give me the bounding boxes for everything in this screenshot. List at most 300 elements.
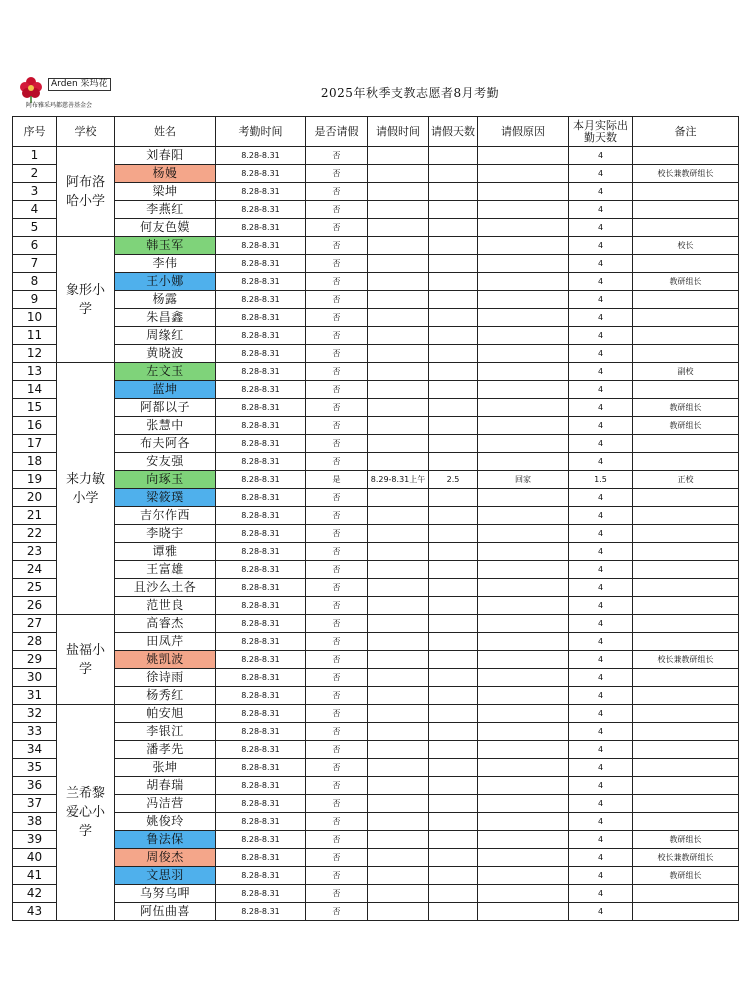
leave-reason	[478, 885, 569, 903]
leave-time	[368, 561, 429, 579]
actual-days: 4	[569, 867, 633, 885]
remark	[633, 147, 739, 165]
leave-reason	[478, 417, 569, 435]
leave-days	[429, 165, 478, 183]
teacher-name: 杨秀红	[115, 687, 216, 705]
remark: 校长	[633, 237, 739, 255]
leave-reason	[478, 507, 569, 525]
leave-days	[429, 183, 478, 201]
attendance-period: 8.28-8.31	[216, 219, 306, 237]
leave-days	[429, 867, 478, 885]
remark: 副校	[633, 363, 739, 381]
remark	[633, 219, 739, 237]
teacher-name: 杨露	[115, 291, 216, 309]
leave-days	[429, 237, 478, 255]
remark	[633, 489, 739, 507]
row-seq: 32	[13, 705, 57, 723]
row-seq: 1	[13, 147, 57, 165]
actual-days: 4	[569, 291, 633, 309]
teacher-name: 李晓宇	[115, 525, 216, 543]
leave-days	[429, 597, 478, 615]
attendance-period: 8.28-8.31	[216, 345, 306, 363]
attendance-period: 8.28-8.31	[216, 417, 306, 435]
leave-days	[429, 633, 478, 651]
row-seq: 43	[13, 903, 57, 921]
remark	[633, 381, 739, 399]
leave-flag: 否	[306, 453, 368, 471]
leave-reason	[478, 903, 569, 921]
leave-time	[368, 903, 429, 921]
teacher-name: 高睿杰	[115, 615, 216, 633]
teacher-name: 姚凯波	[115, 651, 216, 669]
leave-reason	[478, 849, 569, 867]
leave-flag: 否	[306, 705, 368, 723]
leave-flag: 否	[306, 363, 368, 381]
row-seq: 20	[13, 489, 57, 507]
remark	[633, 525, 739, 543]
attendance-period: 8.28-8.31	[216, 543, 306, 561]
leave-flag: 否	[306, 687, 368, 705]
table-row	[13, 831, 739, 849]
row-seq: 19	[13, 471, 57, 489]
leave-time	[368, 849, 429, 867]
leave-flag: 否	[306, 759, 368, 777]
leave-time	[368, 759, 429, 777]
attendance-period: 8.28-8.31	[216, 489, 306, 507]
attendance-period: 8.28-8.31	[216, 147, 306, 165]
actual-days: 4	[569, 417, 633, 435]
attendance-period: 8.28-8.31	[216, 471, 306, 489]
remark	[633, 291, 739, 309]
attendance-period: 8.28-8.31	[216, 291, 306, 309]
leave-days: 2.5	[429, 471, 478, 489]
row-seq: 38	[13, 813, 57, 831]
teacher-name: 王小娜	[115, 273, 216, 291]
teacher-name: 张坤	[115, 759, 216, 777]
teacher-name: 何友色嫫	[115, 219, 216, 237]
leave-days	[429, 345, 478, 363]
leave-days	[429, 399, 478, 417]
leave-flag: 否	[306, 147, 368, 165]
leave-flag: 否	[306, 489, 368, 507]
table-row	[13, 759, 739, 777]
actual-days: 4	[569, 525, 633, 543]
actual-days: 4	[569, 237, 633, 255]
leave-time	[368, 309, 429, 327]
leave-flag: 否	[306, 561, 368, 579]
leave-flag: 否	[306, 543, 368, 561]
leave-reason	[478, 291, 569, 309]
teacher-name: 阿都以子	[115, 399, 216, 417]
table-row	[13, 309, 739, 327]
teacher-name: 李银江	[115, 723, 216, 741]
actual-days: 4	[569, 363, 633, 381]
leave-reason	[478, 669, 569, 687]
leave-time	[368, 147, 429, 165]
table-row	[13, 777, 739, 795]
leave-time	[368, 255, 429, 273]
teacher-name: 胡春瑞	[115, 777, 216, 795]
teacher-name: 范世良	[115, 597, 216, 615]
row-seq: 25	[13, 579, 57, 597]
row-seq: 40	[13, 849, 57, 867]
leave-flag: 否	[306, 903, 368, 921]
row-seq: 18	[13, 453, 57, 471]
remark	[633, 597, 739, 615]
remark: 正校	[633, 471, 739, 489]
leave-reason	[478, 795, 569, 813]
remark	[633, 705, 739, 723]
leave-days	[429, 741, 478, 759]
remark	[633, 453, 739, 471]
actual-days: 4	[569, 831, 633, 849]
attendance-period: 8.28-8.31	[216, 525, 306, 543]
row-seq: 15	[13, 399, 57, 417]
attendance-period: 8.28-8.31	[216, 705, 306, 723]
leave-time	[368, 489, 429, 507]
table-row	[13, 291, 739, 309]
teacher-name: 刘春阳	[115, 147, 216, 165]
leave-reason	[478, 543, 569, 561]
attendance-period: 8.28-8.31	[216, 327, 306, 345]
row-seq: 35	[13, 759, 57, 777]
actual-days: 4	[569, 345, 633, 363]
leave-flag: 否	[306, 309, 368, 327]
leave-flag: 否	[306, 345, 368, 363]
leave-reason	[478, 579, 569, 597]
leave-time	[368, 651, 429, 669]
leave-days	[429, 309, 478, 327]
table-row	[13, 183, 739, 201]
leave-reason	[478, 435, 569, 453]
leave-days	[429, 327, 478, 345]
table-row	[13, 525, 739, 543]
actual-days: 4	[569, 885, 633, 903]
table-row	[13, 219, 739, 237]
leave-reason	[478, 381, 569, 399]
leave-reason	[478, 327, 569, 345]
leave-time	[368, 597, 429, 615]
actual-days: 4	[569, 651, 633, 669]
actual-days: 4	[569, 165, 633, 183]
actual-days: 4	[569, 741, 633, 759]
leave-reason	[478, 831, 569, 849]
teacher-name: 左文玉	[115, 363, 216, 381]
leave-flag: 否	[306, 777, 368, 795]
row-seq: 10	[13, 309, 57, 327]
remark: 教研组长	[633, 399, 739, 417]
leave-days	[429, 759, 478, 777]
leave-reason: 回家	[478, 471, 569, 489]
leave-days	[429, 813, 478, 831]
row-seq: 41	[13, 867, 57, 885]
leave-flag: 否	[306, 579, 368, 597]
leave-flag: 否	[306, 849, 368, 867]
leave-time	[368, 237, 429, 255]
leave-flag: 否	[306, 813, 368, 831]
actual-days: 4	[569, 705, 633, 723]
actual-days: 4	[569, 687, 633, 705]
leave-reason	[478, 453, 569, 471]
row-seq: 17	[13, 435, 57, 453]
leave-time	[368, 435, 429, 453]
row-seq: 42	[13, 885, 57, 903]
leave-reason	[478, 705, 569, 723]
leave-reason	[478, 255, 569, 273]
teacher-name: 向琢玉	[115, 471, 216, 489]
teacher-name: 杨嫚	[115, 165, 216, 183]
actual-days: 4	[569, 669, 633, 687]
leave-flag: 是	[306, 471, 368, 489]
leave-time	[368, 345, 429, 363]
col-header: 学校	[57, 117, 115, 147]
leave-time	[368, 381, 429, 399]
row-seq: 7	[13, 255, 57, 273]
attendance-period: 8.28-8.31	[216, 435, 306, 453]
leave-days	[429, 201, 478, 219]
leave-days	[429, 147, 478, 165]
leave-time	[368, 417, 429, 435]
attendance-period: 8.28-8.31	[216, 561, 306, 579]
leave-flag: 否	[306, 327, 368, 345]
remark	[633, 903, 739, 921]
attendance-period: 8.28-8.31	[216, 849, 306, 867]
leave-time	[368, 183, 429, 201]
leave-days	[429, 453, 478, 471]
leave-time	[368, 453, 429, 471]
leave-days	[429, 579, 478, 597]
attendance-period: 8.28-8.31	[216, 759, 306, 777]
teacher-name: 布夫阿各	[115, 435, 216, 453]
leave-time	[368, 273, 429, 291]
remark: 教研组长	[633, 831, 739, 849]
table-row	[13, 273, 739, 291]
leave-days	[429, 435, 478, 453]
leave-flag: 否	[306, 669, 368, 687]
row-seq: 9	[13, 291, 57, 309]
actual-days: 4	[569, 435, 633, 453]
actual-days: 4	[569, 453, 633, 471]
attendance-period: 8.28-8.31	[216, 597, 306, 615]
leave-flag: 否	[306, 525, 368, 543]
leave-days	[429, 417, 478, 435]
leave-reason	[478, 273, 569, 291]
school-name: 盐福小学	[57, 615, 115, 705]
attendance-period: 8.28-8.31	[216, 795, 306, 813]
col-header: 序号	[13, 117, 57, 147]
attendance-period: 8.28-8.31	[216, 903, 306, 921]
leave-reason	[478, 345, 569, 363]
table-row	[13, 507, 739, 525]
table-row	[13, 471, 739, 489]
table-row	[13, 651, 739, 669]
leave-time	[368, 669, 429, 687]
teacher-name: 李燕红	[115, 201, 216, 219]
attendance-period: 8.28-8.31	[216, 309, 306, 327]
actual-days: 4	[569, 543, 633, 561]
attendance-period: 8.28-8.31	[216, 507, 306, 525]
attendance-period: 8.28-8.31	[216, 867, 306, 885]
logo-brand-text: Arden 采玛花	[48, 78, 111, 91]
actual-days: 1.5	[569, 471, 633, 489]
leave-days	[429, 543, 478, 561]
row-seq: 28	[13, 633, 57, 651]
attendance-period: 8.28-8.31	[216, 399, 306, 417]
header-row	[13, 117, 739, 147]
page-title: 2025年秋季支教志愿者8月考勤	[320, 86, 500, 100]
leave-reason	[478, 525, 569, 543]
leave-reason	[478, 201, 569, 219]
teacher-name: 张慧中	[115, 417, 216, 435]
leave-flag: 否	[306, 507, 368, 525]
leave-reason	[478, 309, 569, 327]
table-row	[13, 237, 739, 255]
row-seq: 2	[13, 165, 57, 183]
remark	[633, 615, 739, 633]
remark: 校长兼教研组长	[633, 651, 739, 669]
remark	[633, 507, 739, 525]
leave-reason	[478, 741, 569, 759]
attendance-period: 8.28-8.31	[216, 885, 306, 903]
leave-reason	[478, 759, 569, 777]
table-row	[13, 795, 739, 813]
table-row	[13, 381, 739, 399]
leave-flag: 否	[306, 381, 368, 399]
leave-days	[429, 651, 478, 669]
teacher-name: 徐诗雨	[115, 669, 216, 687]
remark	[633, 201, 739, 219]
table-row	[13, 345, 739, 363]
row-seq: 23	[13, 543, 57, 561]
school-name: 象形小学	[57, 237, 115, 363]
attendance-period: 8.28-8.31	[216, 741, 306, 759]
remark	[633, 435, 739, 453]
remark	[633, 813, 739, 831]
row-seq: 12	[13, 345, 57, 363]
actual-days: 4	[569, 507, 633, 525]
col-header: 请假时间	[368, 117, 429, 147]
row-seq: 29	[13, 651, 57, 669]
attendance-period: 8.28-8.31	[216, 831, 306, 849]
row-seq: 13	[13, 363, 57, 381]
teacher-name: 安友强	[115, 453, 216, 471]
leave-time	[368, 615, 429, 633]
table-row	[13, 867, 739, 885]
leave-time: 8.29-8.31上午	[368, 471, 429, 489]
row-seq: 27	[13, 615, 57, 633]
attendance-table	[12, 116, 739, 921]
leave-reason	[478, 597, 569, 615]
actual-days: 4	[569, 849, 633, 867]
leave-days	[429, 831, 478, 849]
table-row	[13, 687, 739, 705]
leave-days	[429, 525, 478, 543]
leave-days	[429, 507, 478, 525]
actual-days: 4	[569, 777, 633, 795]
row-seq: 4	[13, 201, 57, 219]
attendance-period: 8.28-8.31	[216, 651, 306, 669]
remark	[633, 633, 739, 651]
leave-time	[368, 543, 429, 561]
table-row	[13, 435, 739, 453]
remark	[633, 669, 739, 687]
teacher-name: 鲁法保	[115, 831, 216, 849]
remark: 教研组长	[633, 273, 739, 291]
teacher-name: 潘孝先	[115, 741, 216, 759]
col-header: 考勤时间	[216, 117, 306, 147]
leave-flag: 否	[306, 885, 368, 903]
school-name: 来力敏小学	[57, 363, 115, 615]
leave-time	[368, 723, 429, 741]
leave-reason	[478, 489, 569, 507]
leave-flag: 否	[306, 165, 368, 183]
leave-time	[368, 165, 429, 183]
actual-days: 4	[569, 201, 633, 219]
row-seq: 30	[13, 669, 57, 687]
attendance-period: 8.28-8.31	[216, 165, 306, 183]
actual-days: 4	[569, 579, 633, 597]
table-row	[13, 417, 739, 435]
leave-days	[429, 255, 478, 273]
attendance-period: 8.28-8.31	[216, 237, 306, 255]
row-seq: 11	[13, 327, 57, 345]
attendance-period: 8.28-8.31	[216, 615, 306, 633]
actual-days: 4	[569, 327, 633, 345]
logo-subtitle: 阿布雅采玛都慈善基金会	[26, 102, 93, 109]
actual-days: 4	[569, 399, 633, 417]
table-row	[13, 723, 739, 741]
row-seq: 3	[13, 183, 57, 201]
leave-time	[368, 507, 429, 525]
table-row	[13, 399, 739, 417]
attendance-period: 8.28-8.31	[216, 273, 306, 291]
table-row	[13, 363, 739, 381]
row-seq: 33	[13, 723, 57, 741]
remark	[633, 777, 739, 795]
leave-reason	[478, 867, 569, 885]
leave-reason	[478, 687, 569, 705]
col-header: 请假天数	[429, 117, 478, 147]
leave-time	[368, 741, 429, 759]
teacher-name: 梁坤	[115, 183, 216, 201]
row-seq: 16	[13, 417, 57, 435]
actual-days: 4	[569, 309, 633, 327]
table-row	[13, 741, 739, 759]
actual-days: 4	[569, 903, 633, 921]
row-seq: 6	[13, 237, 57, 255]
leave-reason	[478, 633, 569, 651]
row-seq: 8	[13, 273, 57, 291]
leave-time	[368, 291, 429, 309]
leave-reason	[478, 813, 569, 831]
teacher-name: 李伟	[115, 255, 216, 273]
col-header: 本月实际出勤天数	[569, 117, 633, 147]
table-row	[13, 813, 739, 831]
teacher-name: 吉尔作西	[115, 507, 216, 525]
actual-days: 4	[569, 813, 633, 831]
leave-days	[429, 561, 478, 579]
teacher-name: 阿伍曲喜	[115, 903, 216, 921]
table-row	[13, 903, 739, 921]
leave-time	[368, 327, 429, 345]
remark	[633, 885, 739, 903]
attendance-period: 8.28-8.31	[216, 363, 306, 381]
leave-days	[429, 615, 478, 633]
attendance-period: 8.28-8.31	[216, 183, 306, 201]
attendance-period: 8.28-8.31	[216, 777, 306, 795]
attendance-period: 8.28-8.31	[216, 669, 306, 687]
remark	[633, 255, 739, 273]
